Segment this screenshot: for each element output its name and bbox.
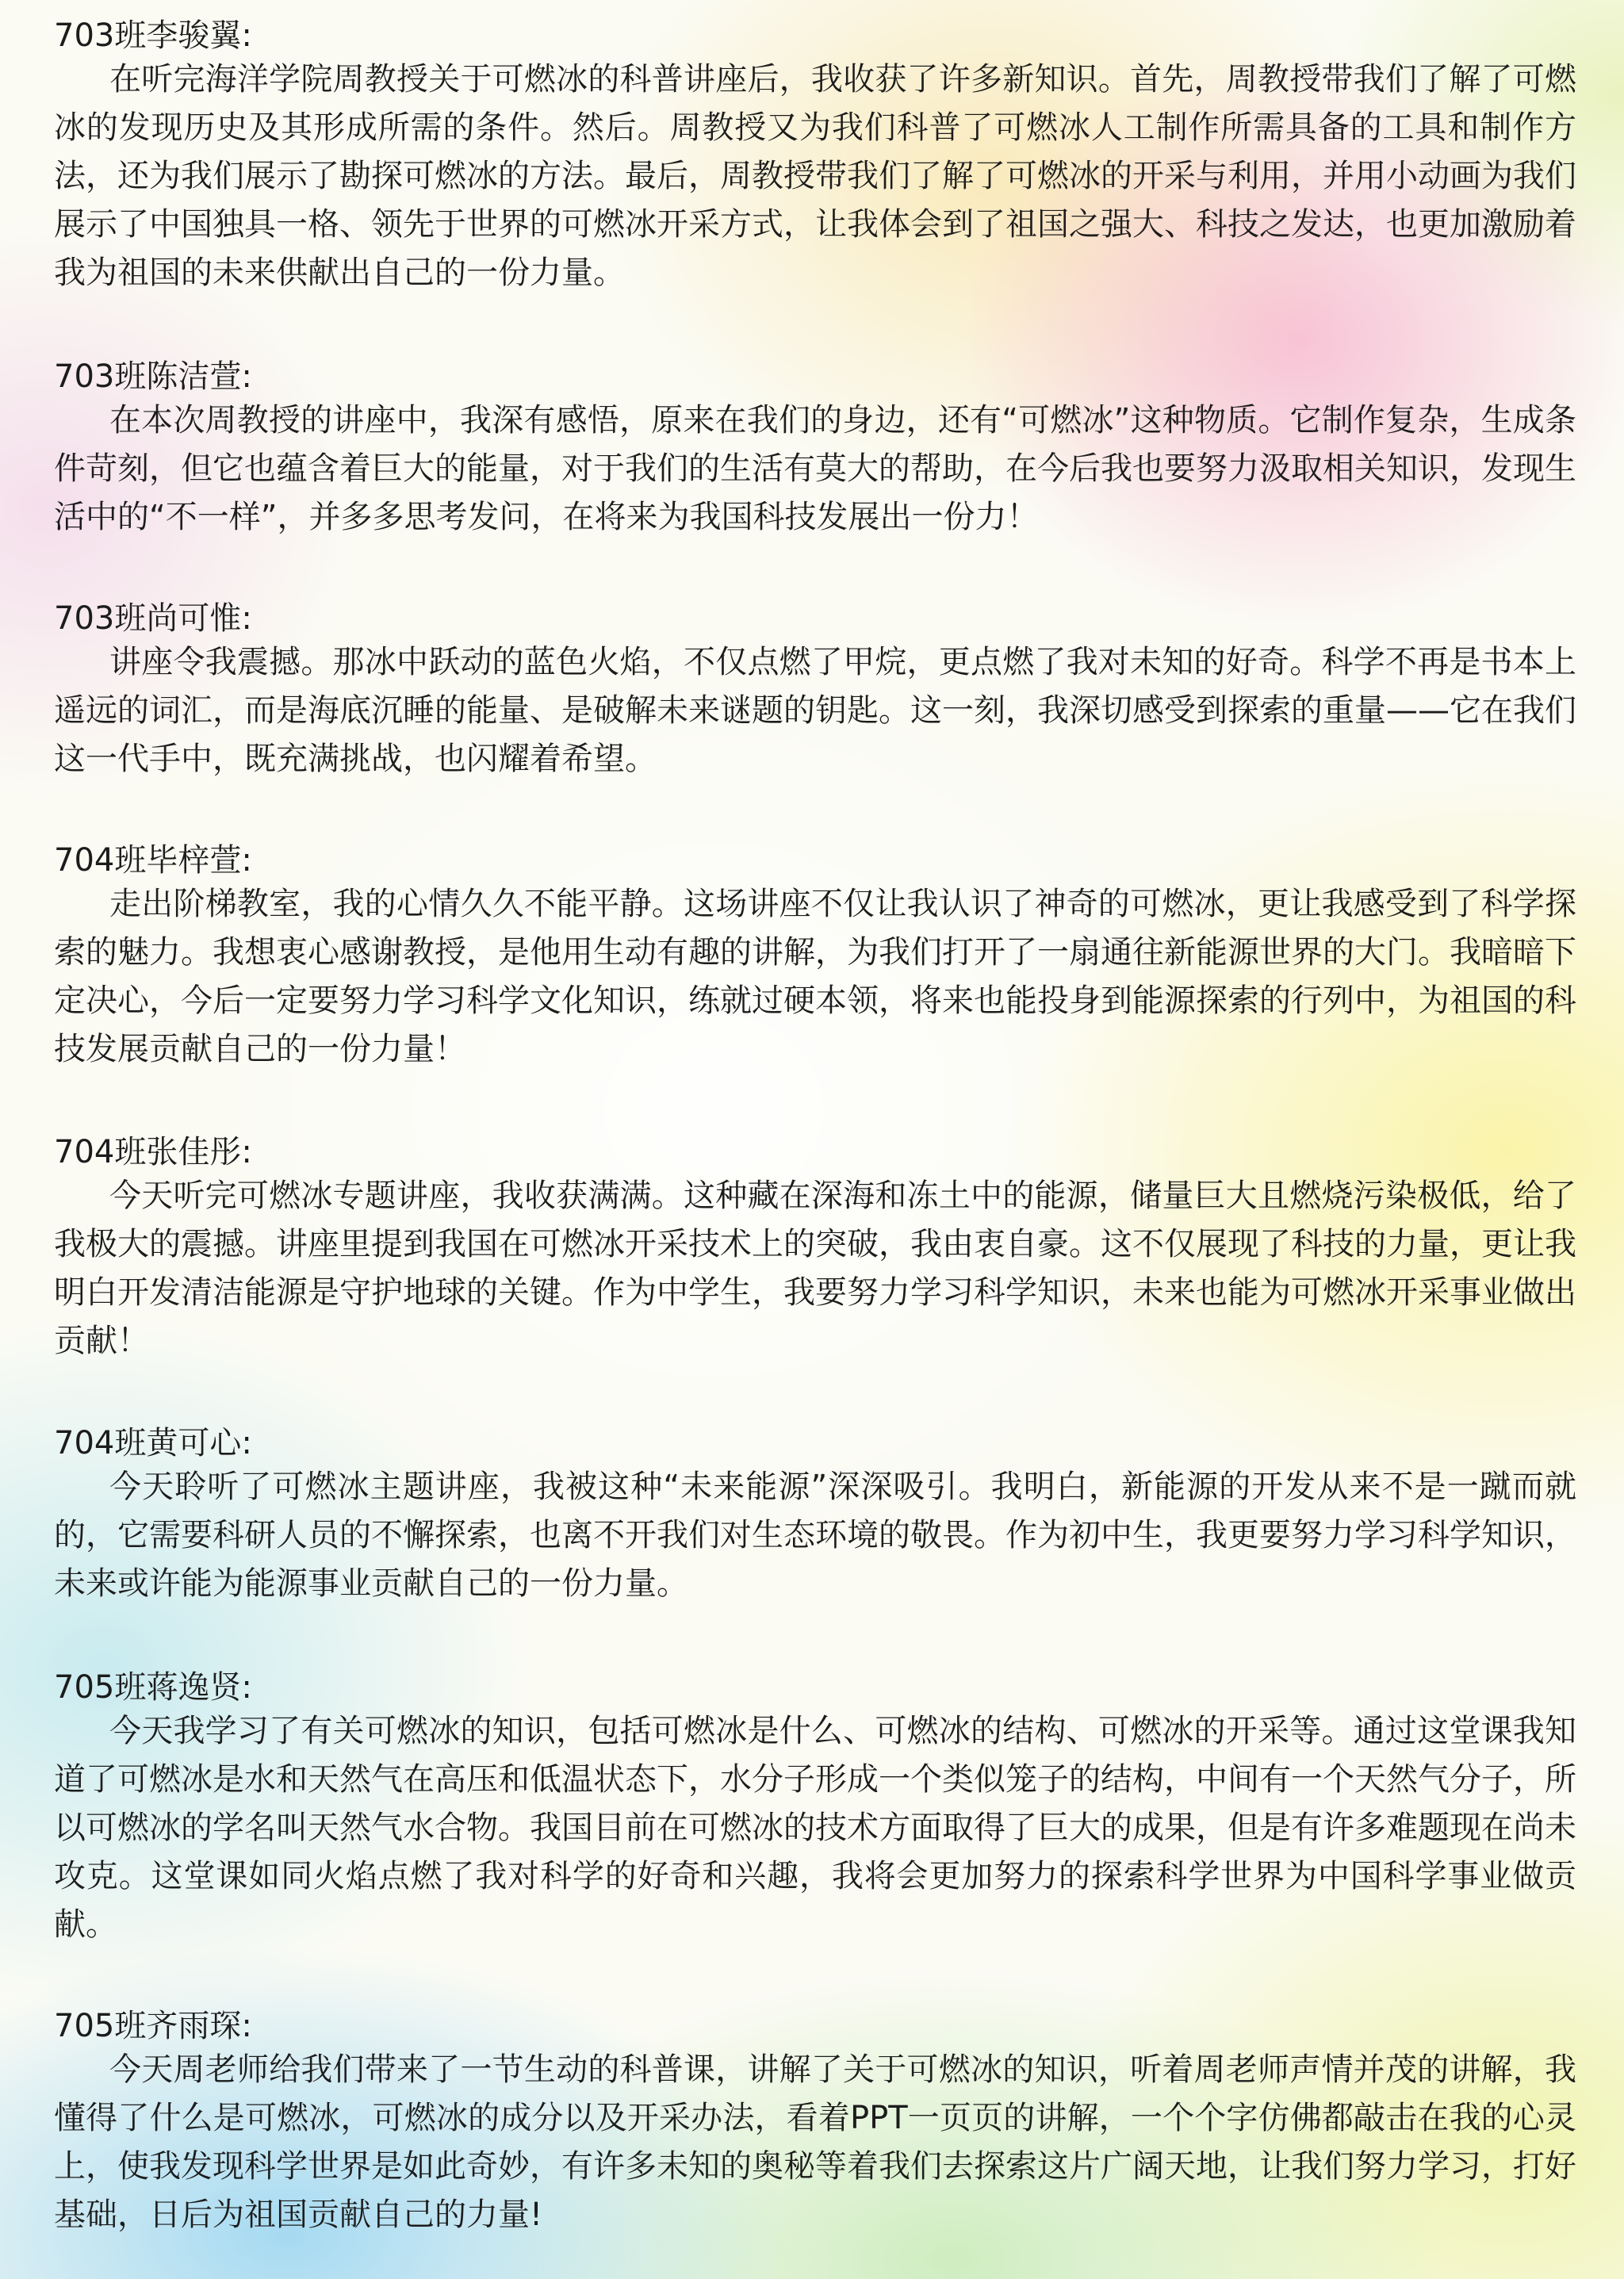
entry-author: 703班陈洁萱: (54, 358, 252, 395)
entry-text: 在本次周教授的讲座中，我深有感悟，原来在我们的身边，还有“可燃冰”这种物质。它制作复杂，生成条件苛刻，但它也蕴含着巨大的能量，对于我们的生活有莫大的帮助，在今后我也要努力汲取相关知识，发现生活中的“不一样”，并多多思考发问，在将来为我国科技发展出一份力！ (54, 402, 1576, 535)
entry (54, 2006, 1576, 2239)
entry (54, 1668, 1576, 1949)
entry-text: 今天听完可燃冰专题讲座，我收获满满。这种藏在深海和冻土中的能源，储量巨大且燃烧污染极低，给了我极大的震撼。讲座里提到我国在可燃冰开采技术上的突破，我由衷自豪。这不仅展现了科技的力量，更让我明白开发清洁能源是守护地球的关键。作为中学生，我要努力学习科学知识，未来也能为可燃冰开采事业做出贡献！ (54, 1178, 1576, 1359)
entry-text: 讲座令我震撼。那冰中跃动的蓝色火焰，不仅点燃了甲烷，更点燃了我对未知的好奇。科学不再是书本上遥远的词汇，而是海底沉睡的能量、是破解未来谜题的钥匙。这一刻，我深切感受到探索的重量——它在我们这一代手中，既充满挑战，也闪耀着希望。 (54, 644, 1576, 777)
entry-author: 703班尚可惟: (54, 600, 252, 637)
entry-author: 703班李骏翼: (54, 17, 252, 54)
entry (54, 357, 1576, 542)
entry (54, 16, 1576, 297)
entry (54, 841, 1576, 1074)
entry-text: 走出阶梯教室，我的心情久久不能平静。这场讲座不仅让我认识了神奇的可燃冰，更让我感受到了科学探索的魅力。我想衷心感谢教授，是他用生动有趣的讲解，为我们打开了一扇通往新能源世界的大门。我暗暗下定决心，今后一定要努力学习科学文化知识，练就过硬本领，将来也能投身到能源探索的行列中，为祖国的科技发展贡献自己的一份力量！ (54, 886, 1576, 1067)
entry-author: 705班齐雨琛: (54, 2008, 252, 2044)
entry (54, 599, 1576, 783)
entry (54, 1423, 1576, 1608)
entry-author: 704班黄可心: (54, 1425, 252, 1461)
entry-author: 704班张佳彤: (54, 1134, 252, 1170)
entry-text: 今天周老师给我们带来了一节生动的科普课，讲解了关于可燃冰的知识，听着周老师声情并茂的讲解，我懂得了什么是可燃冰，可燃冰的成分以及开采办法，看着PPT一页页的讲解，一个个字仿佛都敲击在我的心灵上，使我发现科学世界是如此奇妙，有许多未知的奥秘等着我们去探索这片广阔天地，让我们努力学习，打好基础，日后为祖国贡献自己的力量! (54, 2051, 1576, 2233)
entry-author: 704班毕梓萱: (54, 842, 252, 879)
entry-text: 在听完海洋学院周教授关于可燃冰的科普讲座后，我收获了许多新知识。首先，周教授带我们了解了可燃冰的发现历史及其形成所需的条件。然后。周教授又为我们科普了可燃冰人工制作所需具备的工具和制作方法，还为我们展示了勘探可燃冰的方法。最后，周教授带我们了解了可燃冰的开采与利用，并用小动画为我们展示了中国独具一格、领先于世界的可燃冰开采方式，让我体会到了祖国之强大、科技之发达，也更加激励着我为祖国的未来供献出自己的一份力量。 (54, 61, 1576, 291)
entry-text: 今天我学习了有关可燃冰的知识，包括可燃冰是什么、可燃冰的结构、可燃冰的开采等。通过这堂课我知道了可燃冰是水和天然气在高压和低温状态下，水分子形成一个类似笼子的结构，中间有一个天然气分子，所以可燃冰的学名叫天然气水合物。我国目前在可燃冰的技术方面取得了巨大的成果，但是有许多难题现在尚未攻克。这堂课如同火焰点燃了我对科学的好奇和兴趣，我将会更加努力的探索科学世界为中国科学事业做贡献。 (54, 1713, 1576, 1943)
entry-author: 705班蒋逸贤: (54, 1669, 252, 1706)
entry-text: 今天聆听了可燃冰主题讲座，我被这种“未来能源”深深吸引。我明白，新能源的开发从来不是一蹴而就的，它需要科研人员的不懈探索，也离不开我们对生态环境的敬畏。作为初中生，我更要努力学习科学知识，未来或许能为能源事业贡献自己的一份力量。 (54, 1469, 1576, 1602)
entry (54, 1132, 1576, 1365)
